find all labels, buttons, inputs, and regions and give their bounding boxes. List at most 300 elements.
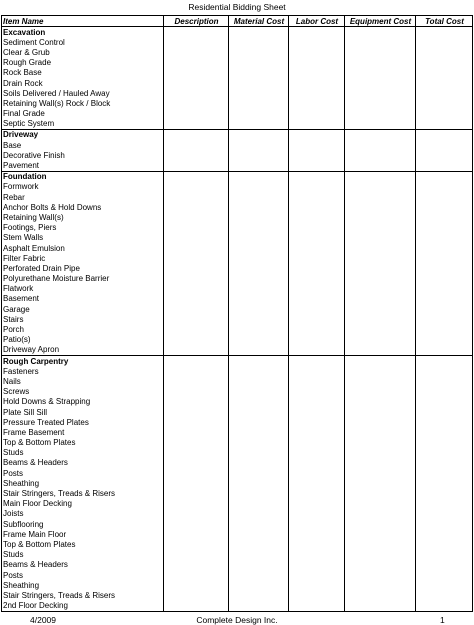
total-cost-cell[interactable] — [416, 98, 473, 108]
material-cost-cell[interactable] — [229, 448, 289, 458]
material-cost-cell[interactable] — [229, 560, 289, 570]
material-cost-cell[interactable] — [229, 356, 289, 367]
total-cost-cell[interactable] — [416, 458, 473, 468]
labor-cost-cell[interactable] — [289, 68, 345, 78]
equipment-cost-cell[interactable] — [345, 356, 416, 367]
description-cell[interactable] — [164, 192, 229, 202]
labor-cost-cell[interactable] — [289, 356, 345, 367]
equipment-cost-cell[interactable] — [345, 212, 416, 222]
equipment-cost-cell[interactable] — [345, 284, 416, 294]
total-cost-cell[interactable] — [416, 253, 473, 263]
description-cell[interactable] — [164, 182, 229, 192]
total-cost-cell[interactable] — [416, 78, 473, 88]
labor-cost-cell[interactable] — [289, 601, 345, 612]
total-cost-cell[interactable] — [416, 171, 473, 182]
item-name-cell[interactable]: Polyurethane Moisture Barrier — [2, 274, 164, 284]
labor-cost-cell[interactable] — [289, 324, 345, 334]
material-cost-cell[interactable] — [229, 407, 289, 417]
material-cost-cell[interactable] — [229, 529, 289, 539]
description-cell[interactable] — [164, 417, 229, 427]
description-cell[interactable] — [164, 407, 229, 417]
labor-cost-cell[interactable] — [289, 58, 345, 68]
description-cell[interactable] — [164, 366, 229, 376]
total-cost-cell[interactable] — [416, 263, 473, 273]
equipment-cost-cell[interactable] — [345, 304, 416, 314]
material-cost-cell[interactable] — [229, 98, 289, 108]
material-cost-cell[interactable] — [229, 47, 289, 57]
item-name-cell[interactable]: Patio(s) — [2, 335, 164, 345]
material-cost-cell[interactable] — [229, 274, 289, 284]
total-cost-cell[interactable] — [416, 150, 473, 160]
item-name-cell[interactable]: Stairs — [2, 314, 164, 324]
item-name-cell[interactable]: Stair Stringers, Treads & Risers — [2, 590, 164, 600]
total-cost-cell[interactable] — [416, 448, 473, 458]
labor-cost-cell[interactable] — [289, 550, 345, 560]
material-cost-cell[interactable] — [229, 601, 289, 612]
labor-cost-cell[interactable] — [289, 488, 345, 498]
total-cost-cell[interactable] — [416, 109, 473, 119]
item-name-cell[interactable]: Footings, Piers — [2, 223, 164, 233]
item-name-cell[interactable]: Posts — [2, 468, 164, 478]
total-cost-cell[interactable] — [416, 499, 473, 509]
description-cell[interactable] — [164, 488, 229, 498]
material-cost-cell[interactable] — [229, 304, 289, 314]
equipment-cost-cell[interactable] — [345, 519, 416, 529]
total-cost-cell[interactable] — [416, 160, 473, 171]
total-cost-cell[interactable] — [416, 560, 473, 570]
material-cost-cell[interactable] — [229, 324, 289, 334]
labor-cost-cell[interactable] — [289, 407, 345, 417]
total-cost-cell[interactable] — [416, 427, 473, 437]
description-cell[interactable] — [164, 253, 229, 263]
description-cell[interactable] — [164, 397, 229, 407]
item-name-cell[interactable]: Top & Bottom Plates — [2, 438, 164, 448]
item-name-cell[interactable]: Final Grade — [2, 109, 164, 119]
equipment-cost-cell[interactable] — [345, 140, 416, 150]
labor-cost-cell[interactable] — [289, 192, 345, 202]
labor-cost-cell[interactable] — [289, 304, 345, 314]
description-cell[interactable] — [164, 68, 229, 78]
description-cell[interactable] — [164, 458, 229, 468]
total-cost-cell[interactable] — [416, 27, 473, 38]
material-cost-cell[interactable] — [229, 78, 289, 88]
material-cost-cell[interactable] — [229, 488, 289, 498]
equipment-cost-cell[interactable] — [345, 171, 416, 182]
item-name-cell[interactable]: Sediment Control — [2, 37, 164, 47]
material-cost-cell[interactable] — [229, 68, 289, 78]
item-name-cell[interactable]: Frame Basement — [2, 427, 164, 437]
equipment-cost-cell[interactable] — [345, 448, 416, 458]
description-cell[interactable] — [164, 304, 229, 314]
equipment-cost-cell[interactable] — [345, 88, 416, 98]
item-name-cell[interactable]: Soils Delivered / Hauled Away — [2, 88, 164, 98]
description-cell[interactable] — [164, 37, 229, 47]
material-cost-cell[interactable] — [229, 478, 289, 488]
material-cost-cell[interactable] — [229, 212, 289, 222]
material-cost-cell[interactable] — [229, 182, 289, 192]
total-cost-cell[interactable] — [416, 590, 473, 600]
material-cost-cell[interactable] — [229, 376, 289, 386]
labor-cost-cell[interactable] — [289, 366, 345, 376]
total-cost-cell[interactable] — [416, 468, 473, 478]
item-name-cell[interactable]: Retaining Wall(s) Rock / Block — [2, 98, 164, 108]
equipment-cost-cell[interactable] — [345, 47, 416, 57]
equipment-cost-cell[interactable] — [345, 58, 416, 68]
description-cell[interactable] — [164, 88, 229, 98]
description-cell[interactable] — [164, 345, 229, 356]
labor-cost-cell[interactable] — [289, 539, 345, 549]
description-cell[interactable] — [164, 324, 229, 334]
total-cost-cell[interactable] — [416, 529, 473, 539]
item-name-cell[interactable]: Beams & Headers — [2, 560, 164, 570]
description-cell[interactable] — [164, 427, 229, 437]
description-cell[interactable] — [164, 150, 229, 160]
description-cell[interactable] — [164, 223, 229, 233]
equipment-cost-cell[interactable] — [345, 27, 416, 38]
equipment-cost-cell[interactable] — [345, 458, 416, 468]
material-cost-cell[interactable] — [229, 387, 289, 397]
item-name-cell[interactable]: Pavement — [2, 160, 164, 171]
material-cost-cell[interactable] — [229, 150, 289, 160]
material-cost-cell[interactable] — [229, 397, 289, 407]
item-name-cell[interactable]: Garage — [2, 304, 164, 314]
total-cost-cell[interactable] — [416, 478, 473, 488]
description-cell[interactable] — [164, 376, 229, 386]
labor-cost-cell[interactable] — [289, 109, 345, 119]
total-cost-cell[interactable] — [416, 539, 473, 549]
equipment-cost-cell[interactable] — [345, 580, 416, 590]
equipment-cost-cell[interactable] — [345, 550, 416, 560]
material-cost-cell[interactable] — [229, 284, 289, 294]
description-cell[interactable] — [164, 570, 229, 580]
item-name-cell[interactable]: Studs — [2, 448, 164, 458]
item-name-cell[interactable]: Filter Fabric — [2, 253, 164, 263]
total-cost-cell[interactable] — [416, 509, 473, 519]
equipment-cost-cell[interactable] — [345, 68, 416, 78]
item-name-cell[interactable]: Decorative Finish — [2, 150, 164, 160]
equipment-cost-cell[interactable] — [345, 182, 416, 192]
item-name-cell[interactable]: Rough Grade — [2, 58, 164, 68]
material-cost-cell[interactable] — [229, 458, 289, 468]
item-name-cell[interactable]: Hold Downs & Strapping — [2, 397, 164, 407]
item-name-cell[interactable]: Stem Walls — [2, 233, 164, 243]
labor-cost-cell[interactable] — [289, 78, 345, 88]
total-cost-cell[interactable] — [416, 570, 473, 580]
item-name-cell[interactable]: Subflooring — [2, 519, 164, 529]
labor-cost-cell[interactable] — [289, 580, 345, 590]
material-cost-cell[interactable] — [229, 427, 289, 437]
equipment-cost-cell[interactable] — [345, 407, 416, 417]
labor-cost-cell[interactable] — [289, 438, 345, 448]
item-name-cell[interactable]: Perforated Drain Pipe — [2, 263, 164, 273]
total-cost-cell[interactable] — [416, 580, 473, 590]
item-name-cell[interactable]: Nails — [2, 376, 164, 386]
equipment-cost-cell[interactable] — [345, 98, 416, 108]
total-cost-cell[interactable] — [416, 274, 473, 284]
material-cost-cell[interactable] — [229, 314, 289, 324]
item-name-cell[interactable]: Plate Sill Sill — [2, 407, 164, 417]
material-cost-cell[interactable] — [229, 539, 289, 549]
description-cell[interactable] — [164, 171, 229, 182]
item-name-cell[interactable]: Anchor Bolts & Hold Downs — [2, 202, 164, 212]
description-cell[interactable] — [164, 356, 229, 367]
equipment-cost-cell[interactable] — [345, 243, 416, 253]
item-name-cell[interactable]: Beams & Headers — [2, 458, 164, 468]
material-cost-cell[interactable] — [229, 570, 289, 580]
labor-cost-cell[interactable] — [289, 458, 345, 468]
equipment-cost-cell[interactable] — [345, 529, 416, 539]
labor-cost-cell[interactable] — [289, 140, 345, 150]
equipment-cost-cell[interactable] — [345, 119, 416, 130]
material-cost-cell[interactable] — [229, 202, 289, 212]
description-cell[interactable] — [164, 233, 229, 243]
material-cost-cell[interactable] — [229, 243, 289, 253]
item-name-cell[interactable]: Basement — [2, 294, 164, 304]
total-cost-cell[interactable] — [416, 284, 473, 294]
equipment-cost-cell[interactable] — [345, 478, 416, 488]
description-cell[interactable] — [164, 119, 229, 130]
labor-cost-cell[interactable] — [289, 448, 345, 458]
total-cost-cell[interactable] — [416, 304, 473, 314]
item-name-cell[interactable]: Driveway Apron — [2, 345, 164, 356]
labor-cost-cell[interactable] — [289, 88, 345, 98]
equipment-cost-cell[interactable] — [345, 294, 416, 304]
total-cost-cell[interactable] — [416, 47, 473, 57]
description-cell[interactable] — [164, 98, 229, 108]
section-title[interactable]: Rough Carpentry — [2, 356, 164, 367]
labor-cost-cell[interactable] — [289, 119, 345, 130]
total-cost-cell[interactable] — [416, 601, 473, 612]
total-cost-cell[interactable] — [416, 314, 473, 324]
item-name-cell[interactable]: Formwork — [2, 182, 164, 192]
labor-cost-cell[interactable] — [289, 376, 345, 386]
labor-cost-cell[interactable] — [289, 560, 345, 570]
description-cell[interactable] — [164, 438, 229, 448]
equipment-cost-cell[interactable] — [345, 590, 416, 600]
description-cell[interactable] — [164, 601, 229, 612]
material-cost-cell[interactable] — [229, 192, 289, 202]
equipment-cost-cell[interactable] — [345, 417, 416, 427]
item-name-cell[interactable]: Sheathing — [2, 580, 164, 590]
total-cost-cell[interactable] — [416, 488, 473, 498]
material-cost-cell[interactable] — [229, 88, 289, 98]
labor-cost-cell[interactable] — [289, 478, 345, 488]
item-name-cell[interactable]: Screws — [2, 387, 164, 397]
description-cell[interactable] — [164, 314, 229, 324]
material-cost-cell[interactable] — [229, 519, 289, 529]
item-name-cell[interactable]: Sheathing — [2, 478, 164, 488]
total-cost-cell[interactable] — [416, 376, 473, 386]
labor-cost-cell[interactable] — [289, 98, 345, 108]
item-name-cell[interactable]: Main Floor Decking — [2, 499, 164, 509]
labor-cost-cell[interactable] — [289, 182, 345, 192]
total-cost-cell[interactable] — [416, 68, 473, 78]
equipment-cost-cell[interactable] — [345, 601, 416, 612]
labor-cost-cell[interactable] — [289, 294, 345, 304]
material-cost-cell[interactable] — [229, 438, 289, 448]
material-cost-cell[interactable] — [229, 366, 289, 376]
labor-cost-cell[interactable] — [289, 468, 345, 478]
item-name-cell[interactable]: Rock Base — [2, 68, 164, 78]
material-cost-cell[interactable] — [229, 140, 289, 150]
description-cell[interactable] — [164, 560, 229, 570]
labor-cost-cell[interactable] — [289, 529, 345, 539]
material-cost-cell[interactable] — [229, 253, 289, 263]
equipment-cost-cell[interactable] — [345, 539, 416, 549]
item-name-cell[interactable]: Flatwork — [2, 284, 164, 294]
total-cost-cell[interactable] — [416, 140, 473, 150]
labor-cost-cell[interactable] — [289, 427, 345, 437]
labor-cost-cell[interactable] — [289, 570, 345, 580]
description-cell[interactable] — [164, 335, 229, 345]
equipment-cost-cell[interactable] — [345, 233, 416, 243]
item-name-cell[interactable]: Frame Main Floor — [2, 529, 164, 539]
material-cost-cell[interactable] — [229, 499, 289, 509]
item-name-cell[interactable]: Drain Rock — [2, 78, 164, 88]
total-cost-cell[interactable] — [416, 366, 473, 376]
labor-cost-cell[interactable] — [289, 27, 345, 38]
material-cost-cell[interactable] — [229, 160, 289, 171]
item-name-cell[interactable]: Studs — [2, 550, 164, 560]
item-name-cell[interactable]: Posts — [2, 570, 164, 580]
description-cell[interactable] — [164, 140, 229, 150]
equipment-cost-cell[interactable] — [345, 570, 416, 580]
labor-cost-cell[interactable] — [289, 150, 345, 160]
item-name-cell[interactable]: 2nd Floor Decking — [2, 601, 164, 612]
item-name-cell[interactable]: Stair Stringers, Treads & Risers — [2, 488, 164, 498]
section-title[interactable]: Excavation — [2, 27, 164, 38]
total-cost-cell[interactable] — [416, 519, 473, 529]
description-cell[interactable] — [164, 129, 229, 140]
equipment-cost-cell[interactable] — [345, 324, 416, 334]
description-cell[interactable] — [164, 580, 229, 590]
equipment-cost-cell[interactable] — [345, 345, 416, 356]
material-cost-cell[interactable] — [229, 109, 289, 119]
total-cost-cell[interactable] — [416, 129, 473, 140]
item-name-cell[interactable]: Rebar — [2, 192, 164, 202]
total-cost-cell[interactable] — [416, 119, 473, 130]
labor-cost-cell[interactable] — [289, 263, 345, 273]
material-cost-cell[interactable] — [229, 509, 289, 519]
item-name-cell[interactable]: Clear & Grub — [2, 47, 164, 57]
equipment-cost-cell[interactable] — [345, 78, 416, 88]
description-cell[interactable] — [164, 243, 229, 253]
description-cell[interactable] — [164, 509, 229, 519]
total-cost-cell[interactable] — [416, 407, 473, 417]
labor-cost-cell[interactable] — [289, 253, 345, 263]
material-cost-cell[interactable] — [229, 580, 289, 590]
item-name-cell[interactable]: Pressure Treated Plates — [2, 417, 164, 427]
labor-cost-cell[interactable] — [289, 335, 345, 345]
item-name-cell[interactable]: Fasteners — [2, 366, 164, 376]
material-cost-cell[interactable] — [229, 417, 289, 427]
item-name-cell[interactable]: Joists — [2, 509, 164, 519]
total-cost-cell[interactable] — [416, 88, 473, 98]
equipment-cost-cell[interactable] — [345, 223, 416, 233]
total-cost-cell[interactable] — [416, 294, 473, 304]
labor-cost-cell[interactable] — [289, 345, 345, 356]
equipment-cost-cell[interactable] — [345, 274, 416, 284]
material-cost-cell[interactable] — [229, 37, 289, 47]
labor-cost-cell[interactable] — [289, 37, 345, 47]
material-cost-cell[interactable] — [229, 335, 289, 345]
equipment-cost-cell[interactable] — [345, 263, 416, 273]
description-cell[interactable] — [164, 387, 229, 397]
labor-cost-cell[interactable] — [289, 274, 345, 284]
equipment-cost-cell[interactable] — [345, 488, 416, 498]
labor-cost-cell[interactable] — [289, 314, 345, 324]
description-cell[interactable] — [164, 109, 229, 119]
item-name-cell[interactable]: Base — [2, 140, 164, 150]
equipment-cost-cell[interactable] — [345, 366, 416, 376]
equipment-cost-cell[interactable] — [345, 376, 416, 386]
labor-cost-cell[interactable] — [289, 387, 345, 397]
total-cost-cell[interactable] — [416, 335, 473, 345]
equipment-cost-cell[interactable] — [345, 253, 416, 263]
equipment-cost-cell[interactable] — [345, 499, 416, 509]
labor-cost-cell[interactable] — [289, 519, 345, 529]
description-cell[interactable] — [164, 448, 229, 458]
description-cell[interactable] — [164, 284, 229, 294]
description-cell[interactable] — [164, 550, 229, 560]
material-cost-cell[interactable] — [229, 294, 289, 304]
description-cell[interactable] — [164, 202, 229, 212]
equipment-cost-cell[interactable] — [345, 150, 416, 160]
item-name-cell[interactable]: Retaining Wall(s) — [2, 212, 164, 222]
description-cell[interactable] — [164, 529, 229, 539]
labor-cost-cell[interactable] — [289, 47, 345, 57]
total-cost-cell[interactable] — [416, 202, 473, 212]
section-title[interactable]: Driveway — [2, 129, 164, 140]
description-cell[interactable] — [164, 590, 229, 600]
labor-cost-cell[interactable] — [289, 590, 345, 600]
equipment-cost-cell[interactable] — [345, 109, 416, 119]
material-cost-cell[interactable] — [229, 171, 289, 182]
labor-cost-cell[interactable] — [289, 233, 345, 243]
item-name-cell[interactable]: Septic System — [2, 119, 164, 130]
material-cost-cell[interactable] — [229, 223, 289, 233]
equipment-cost-cell[interactable] — [345, 509, 416, 519]
labor-cost-cell[interactable] — [289, 202, 345, 212]
description-cell[interactable] — [164, 212, 229, 222]
total-cost-cell[interactable] — [416, 233, 473, 243]
equipment-cost-cell[interactable] — [345, 560, 416, 570]
total-cost-cell[interactable] — [416, 550, 473, 560]
description-cell[interactable] — [164, 160, 229, 171]
labor-cost-cell[interactable] — [289, 284, 345, 294]
total-cost-cell[interactable] — [416, 223, 473, 233]
total-cost-cell[interactable] — [416, 243, 473, 253]
section-title[interactable]: Foundation — [2, 171, 164, 182]
description-cell[interactable] — [164, 468, 229, 478]
total-cost-cell[interactable] — [416, 192, 473, 202]
description-cell[interactable] — [164, 27, 229, 38]
equipment-cost-cell[interactable] — [345, 37, 416, 47]
description-cell[interactable] — [164, 263, 229, 273]
description-cell[interactable] — [164, 539, 229, 549]
total-cost-cell[interactable] — [416, 356, 473, 367]
material-cost-cell[interactable] — [229, 129, 289, 140]
item-name-cell[interactable]: Porch — [2, 324, 164, 334]
total-cost-cell[interactable] — [416, 397, 473, 407]
material-cost-cell[interactable] — [229, 590, 289, 600]
labor-cost-cell[interactable] — [289, 223, 345, 233]
equipment-cost-cell[interactable] — [345, 397, 416, 407]
description-cell[interactable] — [164, 294, 229, 304]
description-cell[interactable] — [164, 478, 229, 488]
item-name-cell[interactable]: Top & Bottom Plates — [2, 539, 164, 549]
labor-cost-cell[interactable] — [289, 160, 345, 171]
